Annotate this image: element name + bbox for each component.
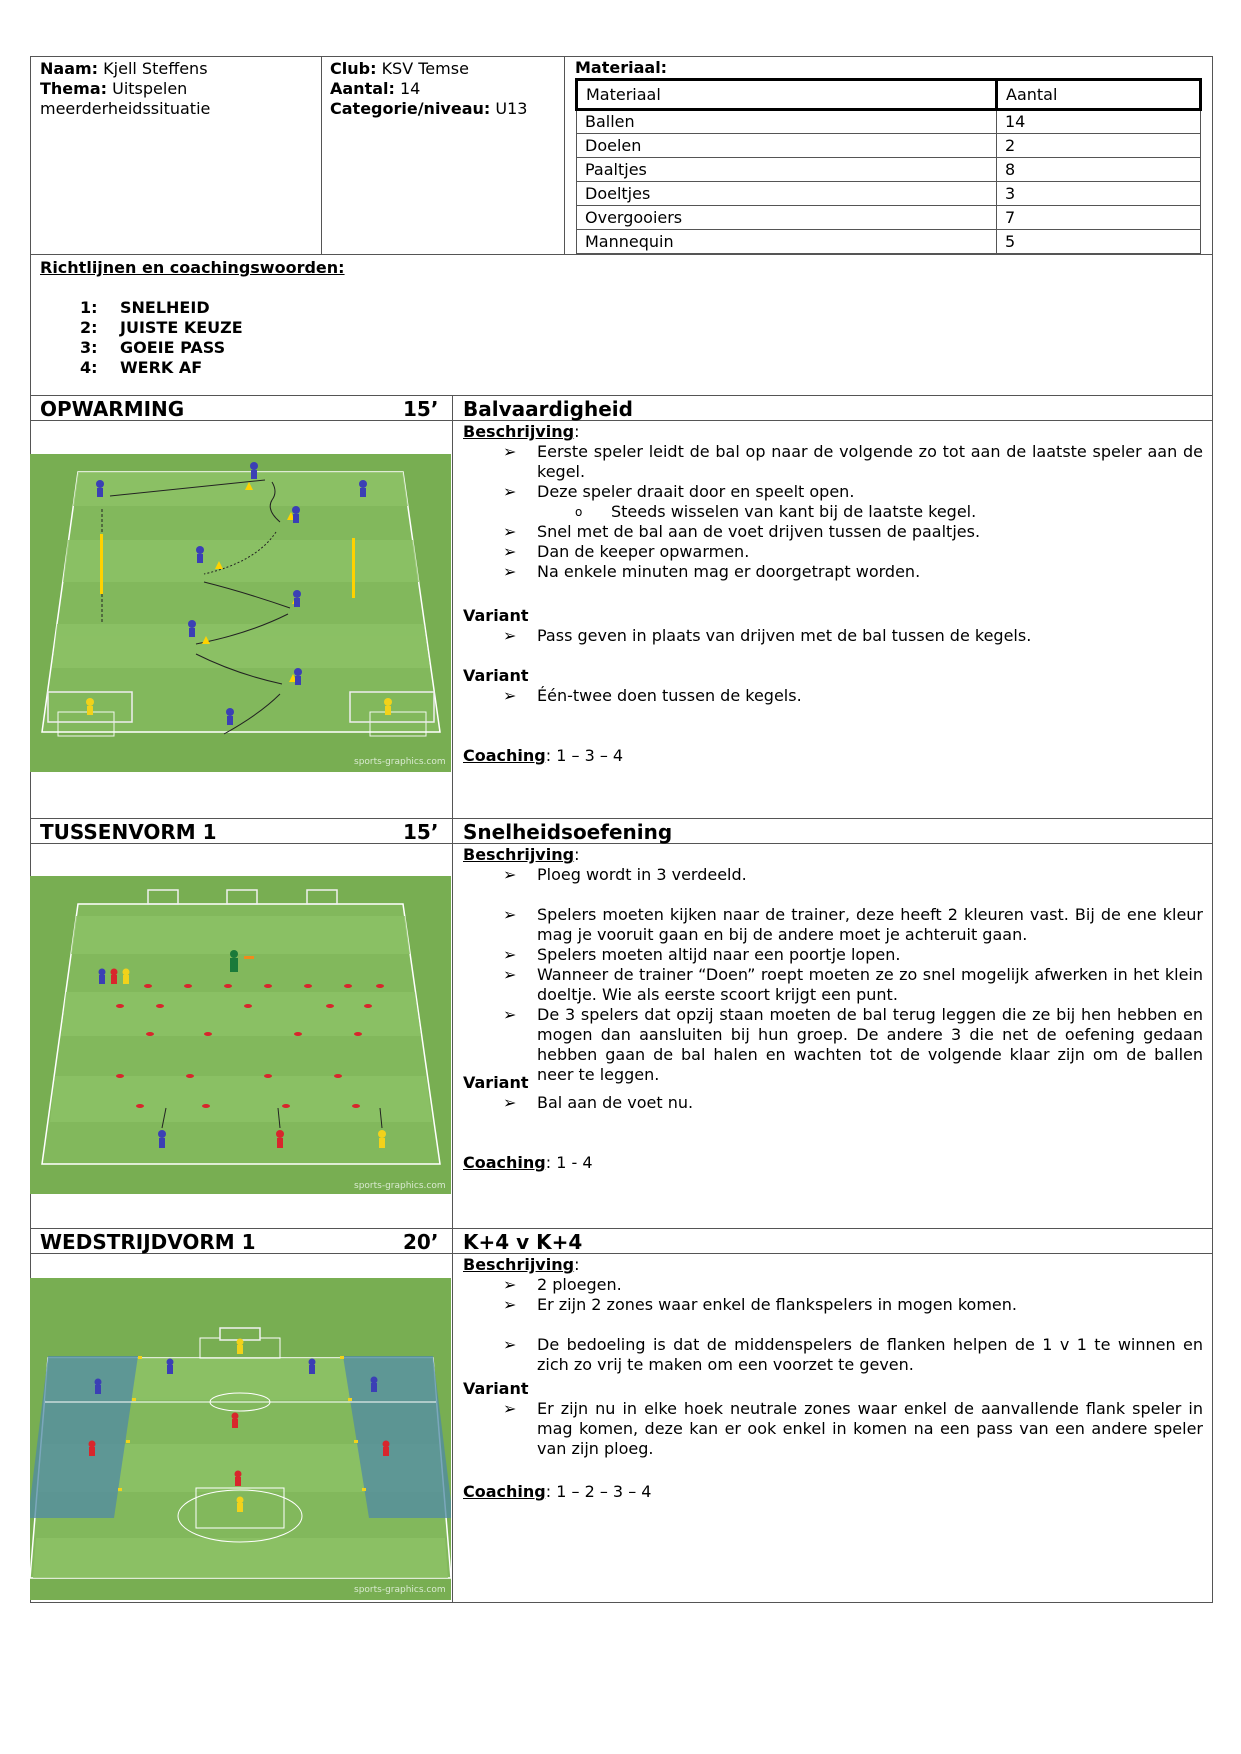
material-item: Mannequin xyxy=(577,230,997,254)
material-item: Doelen xyxy=(577,134,997,158)
list-item-text: Bal aan de voet nu. xyxy=(537,1093,694,1112)
club-line xyxy=(330,59,469,79)
list-item xyxy=(463,626,1203,646)
list-item-text: Deze speler draait door en speelt open. xyxy=(537,482,855,501)
arrow-bullet-icon: ➢ xyxy=(503,542,517,561)
arrow-bullet-icon: ➢ xyxy=(503,965,517,984)
table-row xyxy=(577,158,1201,182)
category-line xyxy=(330,99,527,119)
list-item-text: Er zijn nu in elke hoek neutrale zones waar enkel de aanvallende flank speler in mag komen, deze kan er ook enkel in komen na een pass van een andere speler van zijn ploeg. xyxy=(537,1399,1203,1458)
arrow-bullet-icon: ➢ xyxy=(503,865,517,884)
material-col-count: Aantal xyxy=(997,80,1201,110)
arrow-bullet-icon: ➢ xyxy=(503,1335,517,1354)
list-item xyxy=(463,1005,1203,1085)
club-value: KSV Temse xyxy=(381,59,469,78)
coaching-value: 1 – 3 – 4 xyxy=(556,746,624,765)
count-value: 14 xyxy=(400,79,421,98)
section-1-duration: 15’ xyxy=(403,397,439,421)
material-count: 14 xyxy=(997,110,1201,134)
section-1-drill-diagram xyxy=(30,454,451,772)
material-count: 7 xyxy=(997,206,1201,230)
list-item xyxy=(463,442,1203,482)
section-2-coaching: Coaching: 1 - 4 xyxy=(463,1153,593,1172)
material-item: Ballen xyxy=(577,110,997,134)
count-label: Aantal: xyxy=(330,79,395,98)
material-title: Materiaal: xyxy=(575,58,668,77)
section-3-variant-1-label: Variant xyxy=(463,1379,529,1398)
section-2-description-heading: Beschrijving: xyxy=(463,845,580,864)
list-item-text: Steeds wisselen van kant bij de laatste kegel. xyxy=(611,502,977,521)
arrow-bullet-icon: ➢ xyxy=(503,905,517,924)
list-item-text: Spelers moeten altijd naar een poortje lopen. xyxy=(537,945,901,964)
section-1-coaching: Coaching: 1 – 3 – 4 xyxy=(463,746,624,765)
material-col-item: Materiaal xyxy=(577,80,997,110)
section-3-description-heading: Beschrijving: xyxy=(463,1255,580,1274)
list-item-text: 2 ploegen. xyxy=(537,1275,622,1294)
list-item xyxy=(463,482,1203,502)
arrow-bullet-icon: ➢ xyxy=(503,1005,517,1024)
list-item-text: De 3 spelers dat opzij staan moeten de bal terug leggen die ze bij hen hebben en mogen dan aansluiten bij hun groep. De andere 3 die net de oefening gedaan hebben gaan de bal halen en wachten tot de volgende klaar zijn om de ballen neer te leggen. xyxy=(537,1005,1203,1084)
guideline-num: 2: xyxy=(80,318,98,337)
table-row xyxy=(577,182,1201,206)
section-1-variant-2-list xyxy=(463,686,1203,706)
guideline-text: WERK AF xyxy=(120,358,203,377)
section-2-title: Snelheidsoefening xyxy=(463,820,673,844)
section-2-variant-1-list xyxy=(463,1093,1203,1113)
list-item xyxy=(463,965,1203,1005)
club-label: Club: xyxy=(330,59,377,78)
category-label: Categorie/niveau: xyxy=(330,99,491,118)
section-1-description-heading: Beschrijving: xyxy=(463,422,580,441)
material-table xyxy=(575,78,1202,254)
arrow-bullet-icon: ➢ xyxy=(503,522,517,541)
section-3-description-list xyxy=(463,1275,1203,1375)
section-2-duration: 15’ xyxy=(403,820,439,844)
list-item-text: Na enkele minuten mag er doorgetrapt worden. xyxy=(537,562,921,581)
description-label: Beschrijving xyxy=(463,845,575,864)
section-3-variant-1-list xyxy=(463,1399,1203,1459)
description-label: Beschrijving xyxy=(463,1255,575,1274)
guideline-text: JUISTE KEUZE xyxy=(120,318,243,337)
section-1-title: Balvaardigheid xyxy=(463,397,633,421)
list-item-text: Eerste speler leidt de bal op naar de volgende zo tot aan de laatste speler aan de kegel. xyxy=(537,442,1203,481)
guideline-text: SNELHEID xyxy=(120,298,210,317)
arrow-bullet-icon: ➢ xyxy=(503,1275,517,1294)
guidelines-title: Richtlijnen en coachingswoorden: xyxy=(40,258,345,277)
list-item xyxy=(463,1295,1203,1315)
list-item xyxy=(463,945,1203,965)
material-item: Paaltjes xyxy=(577,158,997,182)
section-1-description-list xyxy=(463,442,1203,582)
material-count: 2 xyxy=(997,134,1201,158)
arrow-bullet-icon: ➢ xyxy=(503,686,517,705)
section-3-duration: 20’ xyxy=(403,1230,439,1254)
list-item-text: De bedoeling is dat de middenspelers de flanken helpen de 1 v 1 te winnen en zich zo vrij te maken om een voorzet te geven. xyxy=(537,1335,1203,1374)
list-item xyxy=(463,1093,1203,1113)
diagram-credit: sports-graphics.com xyxy=(354,757,446,767)
section-3-title: K+4 v K+4 xyxy=(463,1230,583,1254)
list-item xyxy=(463,1399,1203,1459)
section-3-phase: WEDSTRIJDVORM 1 xyxy=(40,1230,256,1254)
coaching-value: 1 - 4 xyxy=(556,1153,593,1172)
section-1-variant-2-label: Variant xyxy=(463,666,529,685)
material-item: Overgooiers xyxy=(577,206,997,230)
section-1-variant-1-list xyxy=(463,626,1203,646)
section-3-drill-diagram xyxy=(30,1278,451,1600)
section-2-description-list xyxy=(463,865,1203,1085)
list-item xyxy=(463,502,1203,522)
list-item xyxy=(463,905,1203,945)
theme-line xyxy=(40,79,187,99)
list-item xyxy=(463,542,1203,562)
list-item xyxy=(463,562,1203,582)
guideline-num: 3: xyxy=(80,338,98,357)
list-item-text: Er zijn 2 zones waar enkel de flankspelers in mogen komen. xyxy=(537,1295,1017,1314)
list-item xyxy=(463,865,1203,885)
diagram-credit: sports-graphics.com xyxy=(354,1585,446,1595)
coaching-value: 1 – 2 – 3 – 4 xyxy=(556,1482,652,1501)
section-2-phase: TUSSENVORM 1 xyxy=(40,820,217,844)
list-item xyxy=(463,686,1203,706)
arrow-bullet-icon: ➢ xyxy=(503,1295,517,1314)
name-label: Naam: xyxy=(40,59,99,78)
theme-label: Thema: xyxy=(40,79,108,98)
list-item xyxy=(463,1275,1203,1295)
coaching-label: Coaching xyxy=(463,746,546,765)
table-row xyxy=(577,110,1201,134)
diagram-credit: sports-graphics.com xyxy=(354,1181,446,1191)
list-item xyxy=(463,1335,1203,1375)
arrow-bullet-icon: ➢ xyxy=(503,945,517,964)
circle-bullet-icon: o xyxy=(575,505,583,519)
list-item-text: Dan de keeper opwarmen. xyxy=(537,542,750,561)
section-1-phase: OPWARMING xyxy=(40,397,185,421)
guideline-num: 1: xyxy=(80,298,98,317)
name-value: Kjell Steffens xyxy=(103,59,208,78)
list-item xyxy=(463,522,1203,542)
list-item-text: Spelers moeten kijken naar de trainer, deze heeft 2 kleuren vast. Bij de ene kleur mag je vooruit gaan en bij de andere moet je achteruit gaan. xyxy=(537,905,1203,944)
arrow-bullet-icon: ➢ xyxy=(503,626,517,645)
guideline-text: GOEIE PASS xyxy=(120,338,226,357)
arrow-bullet-icon: ➢ xyxy=(503,562,517,581)
table-row xyxy=(577,230,1201,254)
coaching-label: Coaching xyxy=(463,1482,546,1501)
coaching-label: Coaching xyxy=(463,1153,546,1172)
list-item-text: Pass geven in plaats van drijven met de bal tussen de kegels. xyxy=(537,626,1032,645)
list-item-text: Wanneer de trainer “Doen” roept moeten ze zo snel mogelijk afwerken in het klein doeltje. Wie als eerste scoort krijgt een punt. xyxy=(537,965,1203,1004)
table-row xyxy=(577,134,1201,158)
guideline-num: 4: xyxy=(80,358,98,377)
training-sheet xyxy=(30,56,1213,1624)
theme-value-cont: meerderheidssituatie xyxy=(40,99,211,118)
list-item-text: Snel met de bal aan de voet drijven tussen de paaltjes. xyxy=(537,522,981,541)
section-3-coaching: Coaching: 1 – 2 – 3 – 4 xyxy=(463,1482,652,1501)
arrow-bullet-icon: ➢ xyxy=(503,1093,517,1112)
section-2-drill-diagram xyxy=(30,876,451,1194)
list-item-text: Ploeg wordt in 3 verdeeld. xyxy=(537,865,747,884)
section-1-variant-1-label: Variant xyxy=(463,606,529,625)
list-item-text: Één-twee doen tussen de kegels. xyxy=(537,686,802,705)
material-count: 3 xyxy=(997,182,1201,206)
description-label: Beschrijving xyxy=(463,422,575,441)
arrow-bullet-icon: ➢ xyxy=(503,482,517,501)
material-count: 8 xyxy=(997,158,1201,182)
count-line xyxy=(330,79,420,99)
section-2-variant-1-label: Variant xyxy=(463,1073,529,1092)
table-row xyxy=(577,206,1201,230)
arrow-bullet-icon: ➢ xyxy=(503,442,517,461)
material-count: 5 xyxy=(997,230,1201,254)
theme-value: Uitspelen xyxy=(112,79,188,98)
category-value: U13 xyxy=(495,99,528,118)
arrow-bullet-icon: ➢ xyxy=(503,1399,517,1418)
name-line xyxy=(40,59,208,79)
material-item: Doeltjes xyxy=(577,182,997,206)
material-table-header xyxy=(577,80,1201,110)
